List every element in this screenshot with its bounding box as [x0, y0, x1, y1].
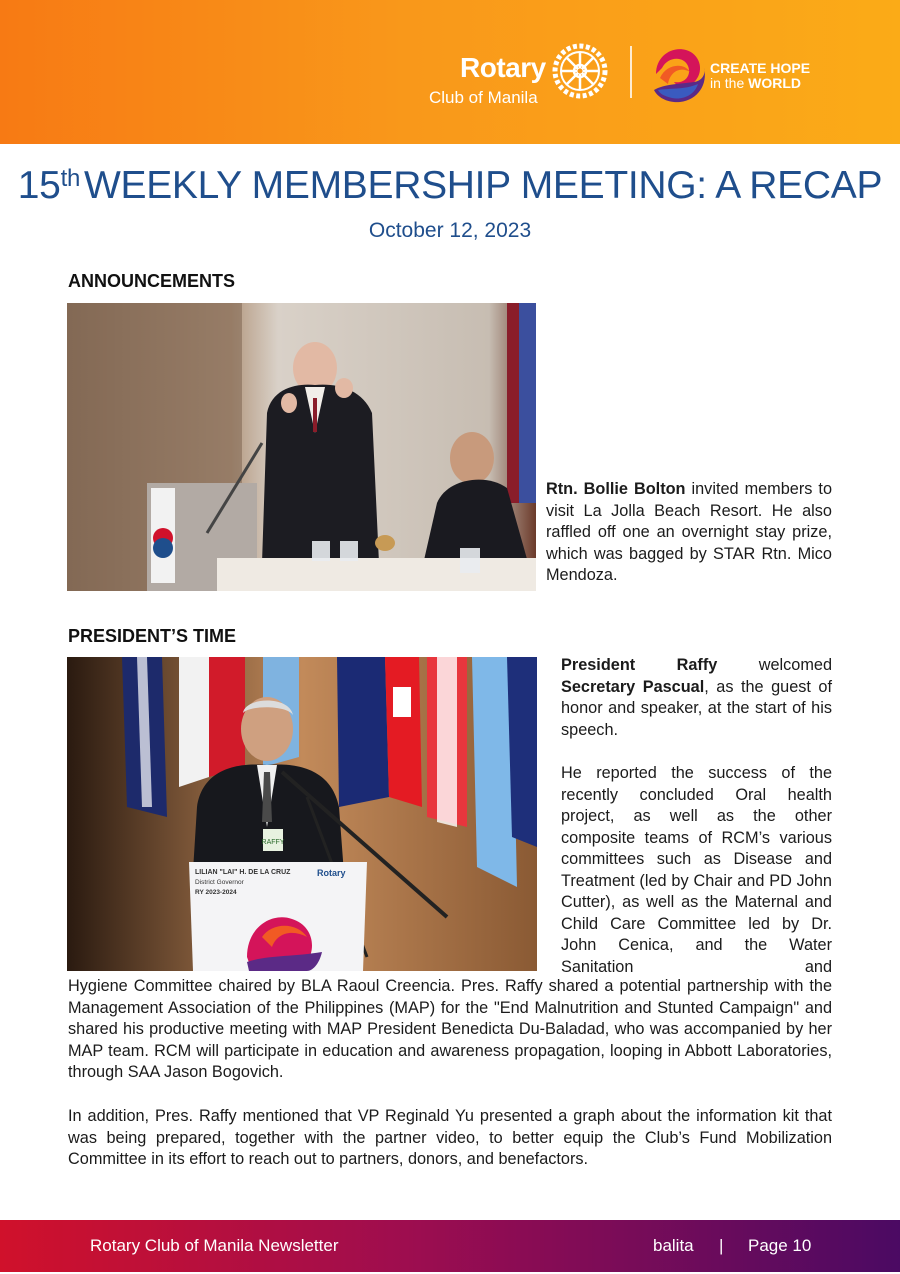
- theme-line-1: CREATE HOPE: [710, 60, 811, 76]
- announcement-photo: [67, 303, 536, 591]
- name-badge-text: RAFFY: [261, 839, 285, 846]
- president-paragraph-2-side: He reported the success of the recently concluded Oral health project, as well as the other composite teams of RCM’s various committees such as Disease and Treatment (led by Chair and PD John Cutter), as well as the Maternal and Child Care Committee led by Dr. John Cenica, and the Water Sanitation and: [561, 764, 832, 976]
- footer-brand: balita: [653, 1236, 694, 1255]
- theme-line-2-bold: WORLD: [748, 75, 802, 91]
- president-photo: [67, 657, 537, 971]
- secretary-name: Secretary Pascual: [561, 677, 705, 696]
- announcement-text: invited members to visit La Jolla Beach Resort. He also raffled off one an overnight stay prize, which was bagged by STAR Rtn. Mico Mendoza.: [546, 480, 832, 584]
- theme-line-2: [710, 76, 810, 91]
- podium-title-text: District Governor: [195, 879, 244, 886]
- speaker-photo-graphic: [67, 303, 536, 591]
- podium-rotary-text: Rotary: [317, 868, 346, 878]
- announcement-paragraph: [546, 479, 832, 587]
- title-ordinal-suffix: th: [60, 165, 80, 192]
- footer-separator: |: [719, 1236, 724, 1255]
- title-text: WEEKLY MEMBERSHIP MEETING: A RECAP: [84, 164, 883, 207]
- create-hope-logo-icon: [650, 44, 708, 106]
- theme-line-2-prefix: in the: [710, 75, 745, 91]
- page-title: [0, 164, 900, 208]
- announcements-heading: ANNOUNCEMENTS: [68, 271, 236, 291]
- podium-year-text: RY 2023-2024: [195, 889, 237, 896]
- president-paragraph-1: [561, 655, 832, 741]
- president-p1-rest: , as the guest of honor and speaker, at the start of his speech.: [561, 677, 832, 739]
- rotary-logo-text: Rotary: [460, 52, 546, 83]
- footer-bar: [0, 1220, 900, 1272]
- podium-name-text: LILIAN "LAI" H. DE LA CRUZ: [195, 869, 291, 876]
- meeting-date: October 12, 2023: [368, 219, 532, 242]
- rotary-wheel-icon: [552, 43, 608, 99]
- president-podium-graphic: [67, 657, 537, 971]
- footer-page-number: Page 10: [748, 1236, 812, 1255]
- footer-newsletter-name: Rotary Club of Manila Newsletter: [90, 1236, 339, 1255]
- header-banner: [0, 0, 900, 144]
- title-number: 15: [17, 164, 61, 207]
- president-paragraph-3: In addition, Pres. Raffy mentioned that VP Reginald Yu presented a graph about the information kit that was being prepared, together with the partner video, to better equip the Club’s Fund Mobilization Committee in its effort to reach out to partners, donors, and benefactors.: [68, 1107, 832, 1168]
- header-divider: [630, 46, 632, 98]
- announcement-name: Rtn. Bollie Bolton: [546, 480, 686, 498]
- president-paragraph-2-full: Hygiene Committee chaired by BLA Raoul Creencia. Pres. Raffy shared a potential partnership with the Management Association of the Philippines (MAP) for the "End Malnutrition and Stunted Campaign" and shared his productive meeting with MAP President Benedicta Du-Baladad, who was accompanied by her MAP team. RCM will participate in education and awareness propagation, looping in Abbott Laboratories, through SAA Jason Bogovich.: [68, 977, 832, 1081]
- theme-slogan: [710, 61, 810, 91]
- president-welcomed-text: welcomed: [717, 656, 833, 674]
- presidents-time-heading: PRESIDENT’S TIME: [68, 626, 237, 646]
- rotary-club-subtitle: Club of Manila: [429, 88, 538, 107]
- president-name: President Raffy: [561, 656, 718, 674]
